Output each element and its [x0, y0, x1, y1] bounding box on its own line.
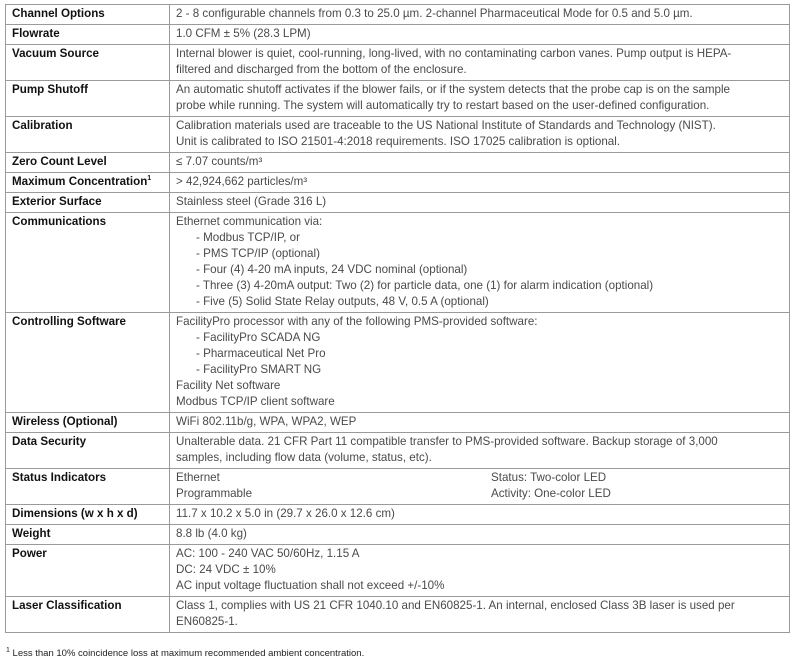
footnote-marker: 1	[147, 175, 152, 183]
value-line: Ethernet communication via:	[176, 215, 323, 228]
list-item: - Three (3) 4-20mA output: Two (2) for particle data, one (1) for alarm indication (optional)	[196, 279, 654, 292]
table-row	[6, 525, 790, 545]
value-line: Unit is calibrated to ISO 21501-4:2018 requirements. ISO 17025 calibration is optional.	[176, 135, 621, 148]
value-line: AC: 100 - 240 VAC 50/60Hz, 1.15 A	[176, 547, 360, 560]
value-line: Modbus TCP/IP client software	[176, 395, 335, 408]
value-line: Unalterable data. 21 CFR Part 11 compatible transfer to PMS-provided software. Backup storage of 3,000	[176, 435, 718, 448]
table-row	[6, 193, 790, 213]
row-value	[170, 313, 790, 413]
table-row	[6, 117, 790, 153]
row-label-text: Maximum Concentration	[12, 175, 148, 188]
specifications-table	[5, 4, 790, 633]
row-value: ≤ 7.07 counts/m³	[170, 153, 790, 173]
row-label: Exterior Surface	[6, 193, 170, 213]
row-label: Zero Count Level	[6, 153, 170, 173]
row-label: Communications	[6, 213, 170, 313]
status-description: Activity: One-color LED	[491, 487, 611, 500]
value-line: FacilityPro processor with any of the following PMS-provided software:	[176, 315, 538, 328]
value-line: AC input voltage fluctuation shall not exceed +/-10%	[176, 579, 445, 592]
table-row	[6, 597, 790, 633]
value-line: Internal blower is quiet, cool-running, long-lived, with no contaminating carbon vanes. Pump output is HEPA-	[176, 47, 732, 60]
row-label	[6, 173, 170, 193]
table-row	[6, 5, 790, 25]
list-item: - FacilityPro SMART NG	[196, 363, 322, 376]
row-value	[170, 469, 790, 505]
row-label: Dimensions (w x h x d)	[6, 505, 170, 525]
row-label: Calibration	[6, 117, 170, 153]
row-label: Power	[6, 545, 170, 597]
list-item: - FacilityPro SCADA NG	[196, 331, 321, 344]
row-value	[170, 433, 790, 469]
list-item: - Modbus TCP/IP, or	[196, 231, 300, 244]
row-label: Laser Classification	[6, 597, 170, 633]
row-label: Data Security	[6, 433, 170, 469]
table-row	[6, 545, 790, 597]
row-value: WiFi 802.11b/g, WPA, WPA2, WEP	[170, 413, 790, 433]
table-row	[6, 433, 790, 469]
row-label: Status Indicators	[6, 469, 170, 505]
row-value: 2 - 8 configurable channels from 0.3 to 25.0 µm. 2-channel Pharmaceutical Mode for 0.5 and 5.0 µm.	[170, 5, 790, 25]
value-line: samples, including flow data (volume, status, etc).	[176, 451, 432, 464]
value-line: EN60825-1.	[176, 615, 238, 628]
row-value	[170, 545, 790, 597]
row-label: Wireless (Optional)	[6, 413, 170, 433]
row-value	[170, 213, 790, 313]
value-line: DC: 24 VDC ± 10%	[176, 563, 276, 576]
value-line: Facility Net software	[176, 379, 281, 392]
table-row	[6, 413, 790, 433]
table-row	[6, 173, 790, 193]
table-row	[6, 25, 790, 45]
row-value	[170, 597, 790, 633]
row-label: Weight	[6, 525, 170, 545]
row-value	[170, 117, 790, 153]
table-row	[6, 213, 790, 313]
row-value: 8.8 lb (4.0 kg)	[170, 525, 790, 545]
row-label: Flowrate	[6, 25, 170, 45]
status-name: Ethernet	[176, 471, 220, 484]
list-item: - Pharmaceutical Net Pro	[196, 347, 326, 360]
list-item: - Four (4) 4-20 mA inputs, 24 VDC nominal (optional)	[196, 263, 468, 276]
list-item: - Five (5) Solid State Relay outputs, 48 V, 0.5 A (optional)	[196, 295, 489, 308]
list-item: - PMS TCP/IP (optional)	[196, 247, 320, 260]
footnote	[6, 648, 364, 659]
row-label: Pump Shutoff	[6, 81, 170, 117]
table-row	[6, 81, 790, 117]
footnote-marker: 1	[6, 646, 10, 654]
table-row	[6, 313, 790, 413]
row-value	[170, 45, 790, 81]
table-row	[6, 469, 790, 505]
footnote-text: Less than 10% coincidence loss at maximum recommended ambient concentration.	[9, 648, 365, 659]
status-name: Programmable	[176, 487, 253, 500]
status-row	[176, 486, 783, 502]
row-label: Channel Options	[6, 5, 170, 25]
table-row	[6, 505, 790, 525]
row-value: > 42,924,662 particles/m³	[170, 173, 790, 193]
status-row	[176, 470, 783, 486]
table-row	[6, 45, 790, 81]
value-line: Class 1, complies with US 21 CFR 1040.10 and EN60825-1. An internal, enclosed Class 3B laser is used per	[176, 599, 735, 612]
row-value	[170, 81, 790, 117]
row-label: Vacuum Source	[6, 45, 170, 81]
table-row	[6, 153, 790, 173]
row-value: 11.7 x 10.2 x 5.0 in (29.7 x 26.0 x 12.6 cm)	[170, 505, 790, 525]
row-value: Stainless steel (Grade 316 L)	[170, 193, 790, 213]
value-line: filtered and discharged from the bottom of the enclosure.	[176, 63, 467, 76]
value-line: An automatic shutoff activates if the blower fails, or if the system detects that the probe cap is on the sample	[176, 83, 730, 96]
value-line: probe while running. The system will automatically try to restart based on the user-defined configuration.	[176, 99, 710, 112]
row-label: Controlling Software	[6, 313, 170, 413]
status-description: Status: Two-color LED	[491, 471, 607, 484]
value-line: Calibration materials used are traceable to the US National Institute of Standards and Technology (NIST).	[176, 119, 716, 132]
row-value: 1.0 CFM ± 5% (28.3 LPM)	[170, 25, 790, 45]
